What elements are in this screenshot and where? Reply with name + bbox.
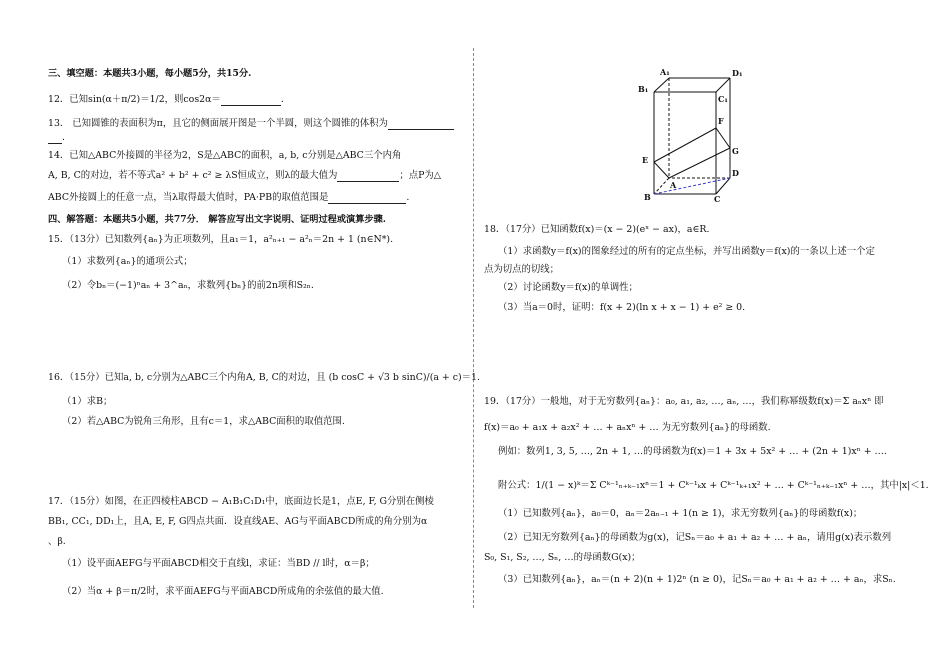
question-12-end: ． <box>280 94 291 105</box>
question-17-part2: （2）当α + β＝π/2时，求平面AEFG与平面ABCD所成角的余弦值的最大值. <box>62 586 384 597</box>
question-15-part1: （1）求数列{aₙ}的通项公式； <box>62 256 193 267</box>
prism-figure <box>636 66 756 202</box>
column-divider <box>473 48 474 608</box>
label-F: F <box>718 116 724 126</box>
question-19-example: 例如：数列1, 3, 5, …, 2n + 1, …的母函数为f(x)＝1 + 3x + 5x² + … + (2n + 1)xⁿ + …. <box>498 446 887 457</box>
question-12 <box>48 94 290 106</box>
label-C1: C₁ <box>718 94 728 104</box>
question-18-part2: （2）讨论函数y＝f(x)的单调性； <box>498 282 638 293</box>
question-18-part1a: （1）求函数y＝f(x)的图象经过的所有的定点坐标，并写出函数y＝f(x)的一条以上述一个定 <box>498 246 875 257</box>
answer-blank-14a[interactable] <box>337 181 399 182</box>
label-E: E <box>642 155 649 165</box>
label-D1: D₁ <box>732 68 743 78</box>
question-16: 16．（15分）已知a, b, c分别为△ABC三个内角A, B, C的对边，且 (b cosC + √3 b sinC)/(a + c)＝1. <box>48 372 480 383</box>
answer-blank-13[interactable] <box>388 129 454 130</box>
question-17-line2: BB₁, CC₁, DD₁上，且A, E, F, G四点共面．设直线AE、AG与平面ABCD所成的角分别为α <box>48 516 428 527</box>
question-17-line1: 17．（15分）如图，在正四棱柱ABCD − A₁B₁C₁D₁中，底面边长是1，点E, F, G分别在侧棱 <box>48 496 434 507</box>
question-13-end: ． <box>62 132 72 143</box>
question-14-end: . <box>406 192 410 203</box>
label-D: D <box>732 168 739 178</box>
label-G: G <box>732 146 739 156</box>
question-14-line3 <box>48 192 409 204</box>
question-15: 15．（13分）已知数列{aₙ}为正项数列，且a₁＝1，a²ₙ₊₁ − a²ₙ＝2n + 1 (n∈N*). <box>48 234 394 245</box>
question-13-text: 13． 已知圆锥的表面积为π，且它的侧面展开图是一个半圆，则这个圆锥的体积为 <box>48 118 388 129</box>
label-B1: B₁ <box>638 84 649 94</box>
question-13-cont <box>48 132 71 144</box>
question-18-part3: （3）当a＝0时，证明：f(x + 2)(ln x + x − 1) + e² ≥ 0. <box>498 302 746 313</box>
question-17-line3: 、β. <box>48 536 66 547</box>
question-13 <box>48 118 454 130</box>
label-C: C <box>714 194 721 202</box>
answer-blank-12[interactable] <box>221 105 281 106</box>
question-19-line1: 19．（17分）一般地，对于无穷数列{aₙ}：a₀, a₁, a₂, …, aₙ, …，我们称幂级数f(x)＝Σ aₙxⁿ 即 <box>484 396 884 407</box>
question-14-line2 <box>48 170 441 182</box>
question-12-text: 12．已知sin(α＋π/2)＝1/2，则cos2α＝ <box>48 94 221 105</box>
question-17-part1: （1）设平面AEFG与平面ABCD相交于直线l，求证：当BD // l时，α＝β； <box>62 558 375 569</box>
question-15-part2: （2）令bₙ＝(−1)ⁿaₙ + 3^aₙ，求数列{bₙ}的前2n项和S₂ₙ. <box>62 280 314 291</box>
question-18: 18．（17分）已知函数f(x)＝(x − 2)(eˣ − ax)，a∈R. <box>484 224 710 235</box>
label-A: A <box>670 180 677 190</box>
question-19-formula: 附公式：1/(1 − x)ᵏ＝Σ Cᵏ⁻¹ₙ₊ₖ₋₁xⁿ＝1 + Cᵏ⁻¹ₖx + Cᵏ⁻¹ₖ₊₁x² + … + Cᵏ⁻¹ₙ₊ₖ₋₁xⁿ + …，其中|x|＜1. <box>498 480 929 491</box>
question-14-line1: 14．已知△ABC外接圆的半径为2，S是△ABC的面积，a, b, c分别是△ABC三个内角 <box>48 150 402 161</box>
question-16-part1: （1）求B； <box>62 396 113 407</box>
question-19-part2b: S₀, S₁, S₂, …, Sₙ, …的母函数G(x)； <box>484 552 641 563</box>
answer-blank-13b[interactable] <box>48 143 62 144</box>
question-18-part1b: 点为切点的切线； <box>484 264 560 275</box>
question-19-part3: （3）已知数列{aₙ}，aₙ＝(n + 2)(n + 1)2ⁿ (n ≥ 0)，记Sₙ＝a₀ + a₁ + a₂ + … + aₙ，求Sₙ. <box>498 574 896 585</box>
question-19-part2a: （2）已知无穷数列{aₙ}的母函数为g(x)，记Sₙ＝a₀ + a₁ + a₂ + … + aₙ，请用g(x)表示数列 <box>498 532 892 543</box>
label-A1: A₁ <box>660 67 670 77</box>
question-19-part1: （1）已知数列{aₙ}，a₀＝0，aₙ＝2aₙ₋₁ + 1(n ≥ 1)，求无穷数列{aₙ}的母函数f(x)； <box>498 508 863 519</box>
question-14-text-a: A, B, C的对边，若不等式a² + b² + c² ≥ λS恒成立，则λ的最大值为 <box>48 170 338 181</box>
answer-blank-14b[interactable] <box>328 203 406 204</box>
question-14-text-c: ABC外接圆上的任意一点，当λ取得最大值时，PA·PB的取值范围是 <box>48 192 329 203</box>
question-19-line2: f(x)＝a₀ + a₁x + a₂x² + … + aₙxⁿ + … 为无穷数列{aₙ}的母函数. <box>484 422 771 433</box>
question-14-text-b: ；点P为△ <box>399 170 442 181</box>
section-3-heading: 三、填空题：本题共3小题，每小题5分，共15分. <box>48 68 252 79</box>
question-16-part2: （2）若△ABC为锐角三角形，且有c＝1，求△ABC面积的取值范围. <box>62 416 345 427</box>
label-B: B <box>644 192 651 202</box>
section-4-heading: 四、解答题：本题共5小题，共77分． 解答应写出文字说明、证明过程或演算步骤. <box>48 214 386 225</box>
